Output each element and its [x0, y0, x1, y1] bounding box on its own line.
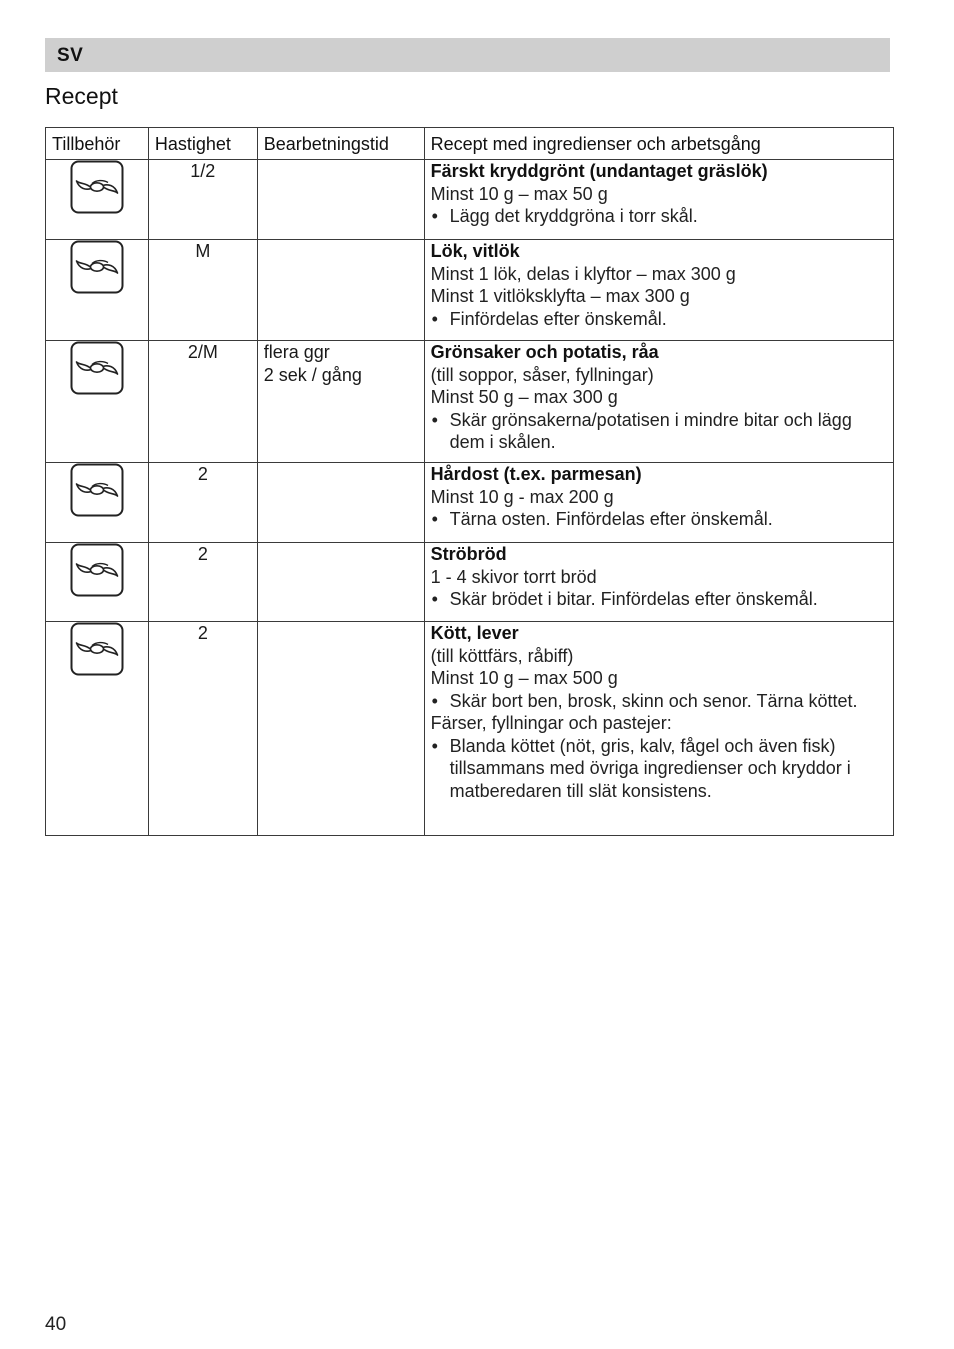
- processing-time-cell: [257, 160, 424, 240]
- table-row: [46, 341, 894, 463]
- speed-cell: 1/2: [148, 160, 257, 240]
- recipe-title: Grönsaker och potatis, råa: [430, 342, 659, 362]
- chopping-blade-icon: [70, 160, 124, 214]
- recipe-cell: [424, 463, 893, 543]
- language-code: SV: [57, 45, 84, 66]
- recipe-title: Hårdost (t.ex. parmesan): [430, 464, 642, 484]
- processing-time-cell: [257, 341, 424, 463]
- recipe-title: Färskt kryddgrönt (undantaget gräslök): [430, 161, 768, 181]
- processing-time-cell: [257, 622, 424, 836]
- recipe-cell: [424, 543, 893, 622]
- recipe-line: 1 - 4 skivor torrt bröd: [430, 566, 597, 587]
- column-header-processing-time: Bearbetningstid: [257, 128, 424, 160]
- recipe-title: Ströbröd: [430, 544, 507, 564]
- processing-time-cell: [257, 463, 424, 543]
- recipe-title: Lök, vitlök: [430, 241, 520, 261]
- recipe-line: (till soppor, såser, fyllningar): [430, 364, 654, 385]
- chopping-blade-icon: [70, 543, 124, 597]
- recipe-line: Minst 50 g – max 300 g: [430, 387, 618, 407]
- speed-cell: 2: [148, 543, 257, 622]
- recipe-cell: [424, 341, 893, 463]
- table-row: [46, 463, 894, 543]
- table-row: [46, 622, 894, 836]
- chopping-blade-icon: [70, 463, 124, 517]
- recipe-line: Minst 1 lök, delas i klyftor – max 300 g: [430, 263, 736, 284]
- chopping-blade-icon: [70, 622, 124, 676]
- column-header-accessory: Tillbehör: [46, 128, 149, 160]
- table-row: [46, 160, 894, 240]
- recipe-bullet-item: • Blanda köttet (nöt, gris, kalv, fågel och även fisk) tillsammans med övriga ingredienser och kryddor i matberedaren till slät konsistens.: [431, 735, 887, 803]
- recipe-bullet-item: • Skär bort ben, brosk, skinn och senor. Tärna köttet.: [431, 690, 887, 713]
- recipe-line: Minst 10 g – max 50 g: [430, 183, 608, 204]
- recipe-line: Minst 10 g - max 200 g: [430, 486, 614, 507]
- accessory-cell: [46, 622, 149, 836]
- table-row: [46, 240, 894, 341]
- chopping-blade-icon: [70, 341, 124, 395]
- recipe-table-body: [46, 160, 894, 836]
- recipe-bullet-item: • Tärna osten. Finfördelas efter önskemål.: [431, 508, 887, 531]
- accessory-cell: [46, 240, 149, 341]
- recipe-line: (till köttfärs, råbiff): [430, 645, 574, 666]
- recipe-bullet-item: • Finfördelas efter önskemål.: [431, 308, 887, 331]
- speed-cell: 2: [148, 463, 257, 543]
- page-title: Recept: [45, 83, 118, 109]
- accessory-cell: [46, 543, 149, 622]
- table-row: [46, 543, 894, 622]
- table-header-row: [46, 128, 894, 160]
- recipe-cell: [424, 622, 893, 836]
- recipe-bullet-item: • Skär brödet i bitar. Finfördelas efter önskemål.: [431, 588, 887, 611]
- column-header-recipe: Recept med ingredienser och arbetsgång: [424, 128, 893, 160]
- processing-time-line: 2 sek / gång: [263, 364, 362, 385]
- speed-cell: 2: [148, 622, 257, 836]
- recipe-line: Färser, fyllningar och pastejer:: [430, 713, 672, 733]
- recipe-table: [45, 127, 894, 836]
- recipe-title: Kött, lever: [430, 623, 519, 643]
- recipe-bullet-item: • Skär grönsakerna/potatisen i mindre bitar och lägg dem i skålen.: [431, 409, 887, 454]
- chopping-blade-icon: [70, 240, 124, 294]
- recipe-cell: [424, 240, 893, 341]
- page-number: 40: [45, 1314, 67, 1335]
- recipe-line: Minst 10 g – max 500 g: [430, 668, 618, 688]
- accessory-cell: [46, 341, 149, 463]
- column-header-speed: Hastighet: [148, 128, 257, 160]
- speed-cell: 2/M: [148, 341, 257, 463]
- processing-time-cell: [257, 240, 424, 341]
- language-header-bar: [45, 38, 890, 72]
- recipe-cell: [424, 160, 893, 240]
- accessory-cell: [46, 160, 149, 240]
- speed-cell: M: [148, 240, 257, 341]
- processing-time-cell: [257, 543, 424, 622]
- recipe-bullet-item: • Lägg det kryddgröna i torr skål.: [431, 205, 887, 228]
- recipe-line: Minst 1 vitlöksklyfta – max 300 g: [430, 286, 690, 306]
- accessory-cell: [46, 463, 149, 543]
- processing-time-line: flera ggr: [263, 342, 330, 362]
